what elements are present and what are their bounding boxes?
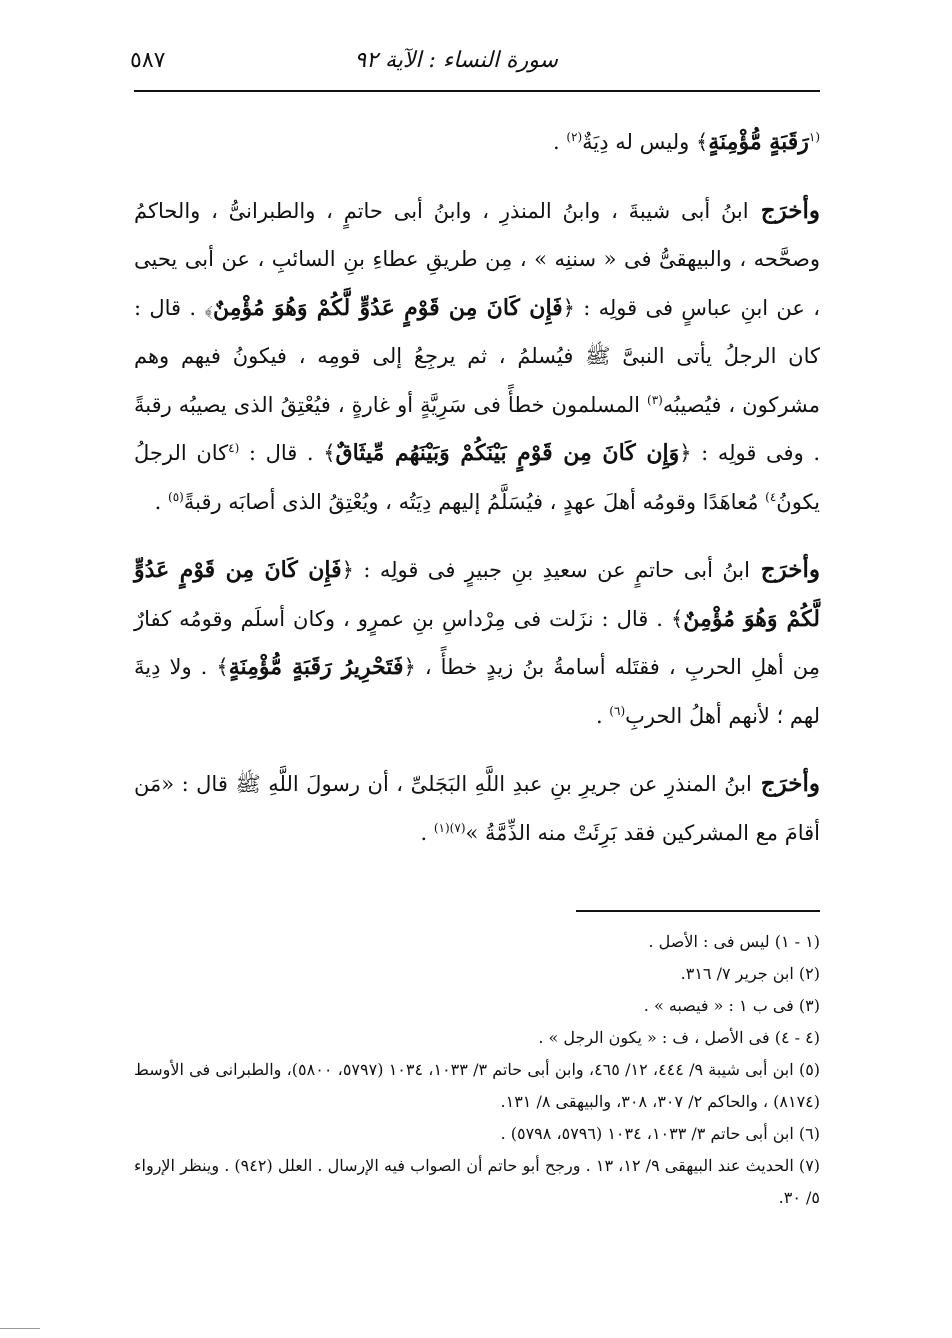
- text-run: .: [420, 820, 434, 845]
- footnote: (٧) الحديث عند البيهقى ٩/ ١٢، ١٣ . ورجح أبو حاتم أن الصواب فيه الإرسال . العلل (٩٤٢) . وينظر الإرواء ٥/ ٣٠.: [134, 1156, 821, 1207]
- footnote-marker: (٣): [647, 392, 663, 407]
- footnote-separator: [576, 910, 820, 912]
- footnote-marker: (١: [808, 130, 820, 144]
- page-number: ٥٨٧: [130, 48, 166, 73]
- text-run: ابنُ المنذرِ عن جريرِ بنِ عبدِ اللَّهِ البَجَلىِّ ، أن رسولَ اللَّهِ ﷺ قال : «مَن أقامَ مع المشركين فقد بَرِئَتْ منه الذِّمَّةُ »: [134, 772, 820, 845]
- page-header: [130, 44, 820, 84]
- paragraph-lead: وأخرَج: [748, 196, 820, 224]
- running-title: سورة النساء : الآية ٩٢: [354, 48, 558, 73]
- text-run: مُعاهَدًا وقومُه أهلَ عهدٍ ، فيُسَلَّمُ إليهم دِيَتُه ، ويُعْتِقُ الذى أصابَه رقبةً: [183, 489, 766, 514]
- quran-verse: رَقَبَةٍ مُّؤْمِنَةٍ: [708, 129, 809, 155]
- text-run: ﴾ . ولا دِيةَ لهم ؛ لأنهم أهلُ الحربِ: [134, 655, 820, 728]
- footnote: (٤ - ٤) فى الأصل ، ف : « يكون الرجل » .: [538, 1028, 820, 1047]
- text-run: ﴾ . قال : نزَلت فى مِرْداسِ بنِ عمرٍو ، وكان أسلَم وقومُه كفارٌ مِن أهلِ الحربِ ، فقتَله أسامةُ بنُ زيدٍ خطأً ، ﴿: [134, 606, 820, 679]
- footnote-marker: (٤: [228, 441, 240, 455]
- scan-mark: [0, 1328, 40, 1329]
- text-run: ابنُ أبى حاتمٍ عن سعيدِ بنِ جبيرٍ فى قولِه : ﴿: [341, 558, 750, 582]
- paragraph: [134, 118, 820, 167]
- quran-verse: فَإِن كَانَ مِن قَوْمٍ عَدُوٍّ لَّكُمْ وَهُوَ مُؤْمِنٌ: [134, 557, 820, 632]
- paragraph: [134, 760, 820, 857]
- text-run: .: [595, 703, 610, 728]
- text-run: ﴾ وليس له دِيَةٌ: [582, 130, 709, 154]
- footnote-marker: (٥): [168, 489, 184, 504]
- quran-verse: فَتَحْرِيرُ رَقَبَةٍ مُّؤْمِنَةٍ: [228, 654, 404, 680]
- main-text: [134, 118, 820, 877]
- footnote: (٢) ابن جرير ٧/ ٣١٦.: [680, 964, 820, 983]
- footnote: (٣) فى ب ١ : « فيصبه » .: [643, 996, 820, 1015]
- quran-verse: وَإِن كَانَ مِن قَوْمٍ بَيْنَكُمْ وَبَيْنَهُم مِّيثَاقٌ: [335, 440, 680, 466]
- paragraph-lead: وأخرَج: [751, 770, 820, 797]
- text-run: .: [154, 489, 169, 514]
- footnote: (١ - ١) ليس فى : الأصل .: [648, 932, 820, 951]
- footnote-marker: (٧)(١): [433, 820, 466, 835]
- paragraph-lead: وأخرَج: [749, 556, 820, 583]
- text-run: ابنُ أبى شيبةَ ، وابنُ المنذرِ ، وابنُ أبى حاتمٍ ، والطبرانىُّ ، والحاكمُ وصحَّحه ، والبيهقىُّ فى « سننِه » ، مِن طريقِ عطاءِ بنِ السائبِ ، عن أبى يحيى ، عن ابنِ عباسٍ فى قولِه : ﴿: [134, 198, 821, 320]
- footnotes: [134, 926, 820, 1214]
- text-run: المسلمون خطأً فى سَرِيَّةٍ أو غارةٍ ، فيُعْتِقُ الذى يصيبُه رقبةً . وفى قولِه : ﴿: [134, 392, 821, 465]
- text-run: ﴾ . قال : كان الرجلُ يأتى النبىَّ ﷺ فيُسلمُ ، ثم يرجِعُ إلى قومِه ، فيكونُ فيهم وهم مشركون ، فيُصيبُه: [134, 295, 820, 417]
- header-rule: [134, 90, 820, 92]
- paragraph: [134, 546, 820, 740]
- paragraph: [134, 187, 820, 527]
- text-run: ﴾ . قال :: [239, 441, 336, 465]
- footnote: (٦) ابن أبى حاتم ٣/ ١٠٣٣، ١٠٣٤ (٥٧٩٦، ٥٧٩٨) .: [500, 1124, 820, 1143]
- quran-verse: فَإِن كَانَ مِن قَوْمٍ عَدُوٍّ لَّكُمْ وَهُوَ مُؤْمِنٌ: [212, 294, 563, 321]
- footnote: (٥) ابن أبى شيبة ٩/ ٤٤٤، ١٢/ ٤٦٥، وابن أبى حاتم ٣/ ١٠٣٣، ١٠٣٤ (٥٧٩٧، ٥٨٠٠)، والطبرانى فى الأوسط (٨١٧٤) ، والحاكم ٢/ ٣٠٧، ٣٠٨، والبيهقى ٨/ ١٣١.: [134, 1060, 821, 1111]
- text-run: كان الرجلُ يكونُ: [134, 441, 820, 514]
- footnote-marker: ٤): [765, 489, 777, 504]
- text-run: .: [552, 130, 567, 154]
- footnote-marker: (٢): [566, 130, 583, 144]
- footnote-marker: (٦): [609, 703, 626, 718]
